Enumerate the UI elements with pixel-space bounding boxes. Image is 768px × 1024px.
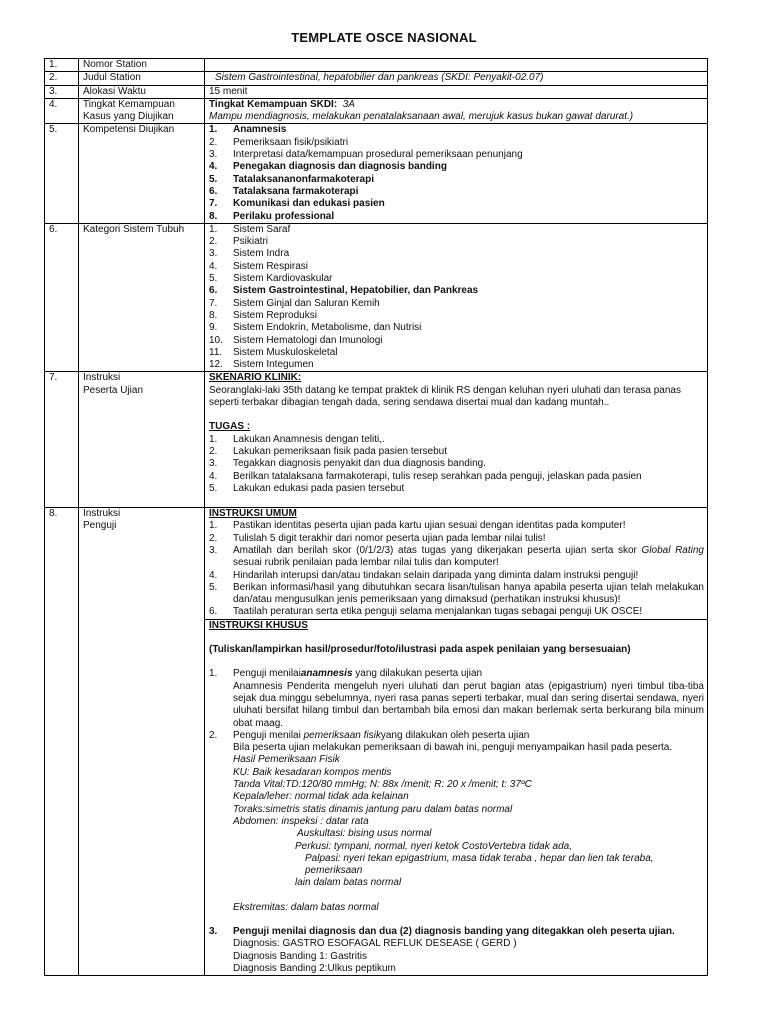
- row-value: [205, 59, 708, 72]
- document-title: TEMPLATE OSCE NASIONAL: [291, 30, 477, 45]
- list-item: 4. Berilkan tatalaksana farmakoterapi, tulis resep serahkan pada penguji, jelaskan pada pasien: [209, 470, 642, 482]
- toraks-text: Toraks:simetris statis dinamis jantung paru dalam batas normal: [233, 803, 513, 815]
- tugas-heading: TUGAS :: [209, 421, 251, 433]
- list-item: 1. Sistem Saraf: [209, 223, 291, 235]
- table-row-alokasi-waktu: [45, 85, 708, 98]
- diagnosis-main: Diagnosis: GASTRO ESOFAGAL REFLUK DESEASE ( GERD ): [233, 938, 517, 950]
- list-item: 2. Tulislah 5 digit terakhir dari nomor peserta ujian pada lembar nilai tulis!: [209, 532, 546, 544]
- row-label: Judul Station: [79, 72, 205, 85]
- row-number: 3.: [45, 85, 79, 98]
- list-item: 8. Sistem Reproduksi: [209, 309, 317, 321]
- diagnosis-block: [209, 938, 704, 975]
- ekstremitas-text: Ekstremitas: dalam batas normal: [233, 901, 379, 913]
- skenario-text: Seoranglaki-laki 35th datang ke tempat praktek di klinik RS dengan keluhan nyeri uluhati dan terasa panas seperti terbakar dibagian tengah dada, sering sendawa disertai mual dan kadang muntah..: [209, 384, 681, 409]
- list-item: 6. Tatalaksana farmakoterapi: [209, 185, 359, 197]
- skdi-level: 3A: [342, 98, 355, 110]
- row-label: Nomor Station: [79, 59, 205, 72]
- list-item: 7. Sistem Ginjal dan Saluran Kemih: [209, 297, 380, 309]
- list-item: 3. Tegakkan diagnosis penyakit dan dua diagnosis banding.: [209, 458, 486, 470]
- list-item: 12. Sistem Integumen: [209, 359, 314, 371]
- row-label: [79, 508, 205, 976]
- sistem-list: [209, 224, 704, 372]
- list-item: 8. Perilaku professional: [209, 210, 335, 222]
- row-label: Kompetensi Diujikan: [79, 124, 205, 223]
- table-row-nomor-station: [45, 59, 708, 72]
- diagnosis-list: [209, 926, 704, 938]
- row-label-line: Kasus yang Diujikan: [83, 111, 174, 123]
- hasil-heading: Hasil Pemeriksaan Fisik: [233, 754, 340, 766]
- pemeriksaan-detail: Bila peserta ujian melakukan pemeriksaan di bawah ini, penguji menyampaikan hasil pada peserta.: [233, 742, 673, 754]
- row-label: [79, 372, 205, 508]
- list-item: 4. Sistem Respirasi: [209, 260, 309, 272]
- list-item: 5. Lakukan edukasi pada pasien tersebut: [209, 482, 405, 494]
- list-item: 1. Pastikan identitas peserta ujian pada kartu ujian sesuai dengan identitas pada komputer!: [209, 520, 626, 532]
- table-row-kategori-sistem: [45, 223, 708, 372]
- instruksi-umum-list: [209, 520, 704, 618]
- list-item: 2. Psikiatri: [209, 236, 269, 248]
- list-item: 1. Lakukan Anamnesis dengan teliti,.: [209, 433, 385, 445]
- list-item: 2. Pemeriksaan fisik/psikiatri: [209, 136, 349, 148]
- row-value: [205, 223, 708, 372]
- list-item: 10. Sistem Hematologi dan Imunologi: [209, 334, 383, 346]
- skdi-description: Mampu mendiagnosis, melakukan penatalaksanaan awal, merujuk kasus bukan gawat darurat.): [209, 111, 634, 123]
- row-value: 15 menit: [205, 85, 708, 98]
- list-item: 2. Lakukan pemeriksaan fisik pada pasien tersebut: [209, 445, 448, 457]
- list-item: 9. Sistem Endokrin, Metabolisme, dan Nutrisi: [209, 322, 422, 334]
- diagnosis-banding-2: Diagnosis Banding 2:Ulkus peptikum: [233, 962, 396, 974]
- table-row-kompetensi: [45, 124, 708, 223]
- list-item: 1. Penguji menilaianamnesis yang dilakukan peserta ujian Anamnesis Penderita mengeluh nyeri uluhati dan perut bagian atas (epigastrium) nyeri timbul tiba-tiba sejak dua minggu sebelumnya, nyeri rasa panas seperti terbakar, mual dan sering disertai sendawa, nyeri uluhati bersifat hilang timbul dan bertambah bila emosi dan makan berlemak serta berkurang bila minum obat maag.: [209, 668, 704, 729]
- row-number: 4.: [45, 98, 79, 124]
- row-label: Kategori Sistem Tubuh: [79, 223, 205, 372]
- table-row-instruksi-peserta: [45, 372, 708, 508]
- list-item: 6. Taatilah peraturan serta etika penguji selama menjalankan tugas sebagai penguji UK OSCE!: [209, 606, 643, 618]
- perkusi-text: Perkusi: tympani, normal, nyeri ketok CostoVertebra tidak ada,: [295, 840, 572, 852]
- diagnosis-banding-1: Diagnosis Banding 1: Gastritis: [233, 950, 367, 962]
- auskultasi-text: Auskultasi: bising usus normal: [297, 828, 432, 840]
- list-item: 3. Sistem Indra: [209, 248, 290, 260]
- row-label-line: Peserta Ujian: [83, 384, 144, 396]
- list-item: 2. Penguji menilai pemeriksaan fisikyang dilakukan oleh peserta ujian Bila peserta ujian melakukan pemeriksaan di bawah ini, penguji menyampaikan hasil pada peserta.: [209, 729, 673, 754]
- anamnesis-detail: Anamnesis Penderita mengeluh nyeri uluhati dan perut bagian atas (epigastrium) nyeri timbul tiba-tiba sejak dua minggu sebelumnya, nyeri rasa panas seperti terbakar, mual dan sering disertai sendawa, nyeri uluhati bersifat hilang timbul dan bertambah bila emosi dan makan berlemak serta berkurang bila minum obat maag.: [233, 680, 704, 729]
- list-item: 3. Interpretasi data/kemampuan prosedural pemeriksaan penunjang: [209, 149, 523, 161]
- row-value: [205, 372, 708, 508]
- abdomen-text: Abdomen: inspeksi : datar rata: [233, 815, 369, 827]
- list-item: 1. Anamnesis: [209, 124, 287, 136]
- tugas-list: [209, 434, 704, 495]
- station-title: Sistem Gastrointestinal, hepatobilier dan pankreas (SKDI: Penyakit-02.07): [215, 72, 544, 84]
- kepala-text: Kepala/leher: normal tidak ada kelainan: [233, 791, 409, 803]
- row-label-line: Instruksi: [83, 508, 121, 520]
- list-item: 6. Sistem Gastrointestinal, Hepatobilier, dan Pankreas: [209, 285, 479, 297]
- skenario-heading: SKENARIO KLINIK:: [209, 372, 302, 384]
- table-row-instruksi-penguji: [45, 508, 708, 620]
- list-item: 7. Komunikasi dan edukasi pasien: [209, 198, 385, 210]
- instruksi-khusus-note: (Tuliskan/lampirkan hasil/prosedur/foto/ilustrasi pada aspek penilaian yang bersesuaian): [209, 644, 631, 656]
- row-value: [205, 98, 708, 124]
- row-number: 6.: [45, 223, 79, 372]
- row-value: [205, 124, 708, 223]
- palpasi-text: Palpasi: nyeri tekan epigastrium, masa tidak teraba , hepar dan lien tak teraba, pemeriksaan: [305, 852, 654, 877]
- physical-exam-findings: [209, 754, 704, 914]
- kompetensi-list: [209, 124, 704, 222]
- list-item: 5. Berikan informasi/hasil yang dibutuhkan secara lisan/tulisan hanya apabila peserta ujian telah melakukan dan/atau mengusulkan jenis pemeriksaan yang dimaksud (perhatikan instruksi khusus)!: [209, 581, 704, 606]
- row-number: 2.: [45, 72, 79, 85]
- row-label-line: Instruksi: [83, 372, 121, 384]
- instruksi-khusus-list: [209, 668, 704, 754]
- list-item: 3. Amatilah dan berilah skor (0/1/2/3) atas tugas yang dikerjakan peserta ujian serta skor Global Rating sesuai rubrik penilaian pada lembar nilai tulis dan komputer!: [209, 544, 704, 569]
- palpasi-text-2: lain dalam batas normal: [295, 877, 402, 889]
- vital-signs: Tanda Vital:TD:120/80 mmHg; N: 88x /menit; R: 20 x /menit; t: 37ºC: [233, 779, 532, 791]
- row-number: 1.: [45, 59, 79, 72]
- list-item: 3. Penguji menilai diagnosis dan dua (2) diagnosis banding yang ditegakkan oleh peserta ujian.: [209, 926, 675, 937]
- row-label: [79, 98, 205, 124]
- row-value: [205, 619, 708, 975]
- table-row-tingkat-kemampuan: [45, 98, 708, 124]
- list-item: 5. Sistem Kardiovaskular: [209, 273, 333, 285]
- list-item: 11. Sistem Muskuloskeletal: [209, 346, 338, 358]
- row-label: Alokasi Waktu: [79, 85, 205, 98]
- row-number: 8.: [45, 508, 79, 976]
- skdi-label: Tingkat Kemampuan SKDI:: [209, 98, 338, 110]
- table-row-judul-station: [45, 72, 708, 85]
- instruksi-umum-heading: INSTRUKSI UMUM: [209, 508, 297, 520]
- list-item: 4. Hindarilah interupsi dan/atau tindakan selain daripada yang diminta dalam instruksi penguji!: [209, 569, 639, 581]
- list-item: 4. Penegakan diagnosis dan diagnosis banding: [209, 161, 447, 173]
- row-number: 5.: [45, 124, 79, 223]
- row-value: [205, 508, 708, 620]
- row-value: [205, 72, 708, 85]
- row-label-line: Penguji: [83, 520, 117, 532]
- instruksi-khusus-heading: INSTRUKSI KHUSUS: [209, 619, 308, 631]
- ku-text: KU: Baik kesadaran kompos mentis: [233, 766, 392, 778]
- row-label-line: Tingkat Kemampuan: [83, 98, 175, 110]
- row-number: 7.: [45, 372, 79, 508]
- list-item: 5. Tatalaksananonfarmakoterapi: [209, 173, 374, 185]
- osce-template-table: [44, 58, 708, 976]
